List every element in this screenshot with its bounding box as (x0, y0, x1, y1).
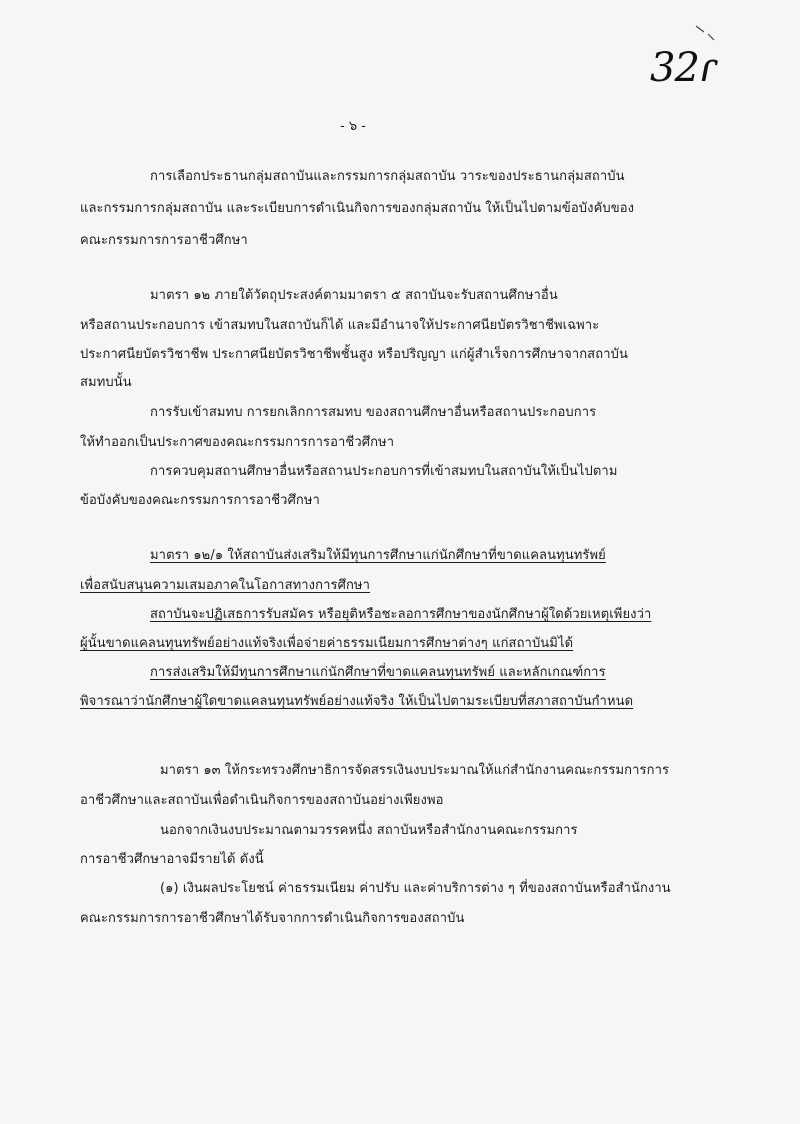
text-line: การควบคุมสถานศึกษาอื่นหรือสถานประกอบการที่เข้าสมทบในสถาบันให้เป็นไปตาม (150, 464, 618, 479)
text-line: ประกาศนียบัตรวิชาชีพ ประกาศนียบัตรวิชาชีพชั้นสูง หรือปริญญา แก่ผู้สำเร็จการศึกษาจากสถาบัน (80, 347, 628, 362)
text-line: (๑) เงินผลประโยชน์ ค่าธรรมเนียม ค่าปรับ และค่าบริการต่าง ๆ ที่ของสถาบันหรือสำนักงาน (160, 881, 671, 896)
text-line: พิจารณาว่านักศึกษาผู้ใดขาดแคลนทุนทรัพย์อย่างแท้จริง ให้เป็นไปตามระเบียบที่สภาสถาบันกำหนด (80, 694, 634, 709)
section-12-heading: มาตรา ๑๒ ภายใต้วัตถุประสงค์ตามมาตรา ๕ สถาบันจะรับสถานศึกษาอื่น (150, 288, 558, 303)
text-line: ให้ทำออกเป็นประกาศของคณะกรรมการการอาชีวศึกษา (80, 435, 395, 450)
text-line: หรือสถานประกอบการ เข้าสมทบในสถาบันก็ได้ และมีอำนาจให้ประกาศนียบัตรวิชาชีพเฉพาะ (80, 318, 600, 333)
text-line: อาชีวศึกษาและสถาบันเพื่อดำเนินกิจการของสถาบันอย่างเพียงพอ (80, 793, 444, 808)
text-line: ผู้นั้นขาดแคลนทุนทรัพย์อย่างแท้จริงเพื่อจ่ายค่าธรรมเนียมการศึกษาต่างๆ แก่สถาบันมิได้ (80, 636, 574, 651)
text-line: การอาชีวศึกษาอาจมีรายได้ ดังนี้ (80, 852, 264, 867)
text-line: การส่งเสริมให้มีทุนการศึกษาแก่นักศึกษาที่ขาดแคลนทุนทรัพย์ และหลักเกณฑ์การ (150, 665, 606, 680)
text-line: คณะกรรมการการอาชีวศึกษา (80, 233, 248, 248)
section-13-heading: มาตรา ๑๓ ให้กระทรวงศึกษาธิการจัดสรรเงินงบประมาณให้แก่สำนักงานคณะกรรมการการ (160, 763, 670, 778)
text-line: ข้อบังคับของคณะกรรมการการอาชีวศึกษา (80, 493, 320, 508)
text-line: และกรรมการกลุ่มสถาบัน และระเบียบการดำเนินกิจการของกลุ่มสถาบัน ให้เป็นไปตามข้อบังคับของ (80, 201, 635, 216)
text-line: สมทบนั้น (80, 375, 132, 390)
text-line: สถาบันจะปฏิเสธการรับสมัคร หรือยุติหรือชะลอการศึกษาของนักศึกษาผู้ใดด้วยเหตุเพียงว่า (150, 607, 652, 622)
text-line: การเลือกประธานกลุ่มสถาบันและกรรมการกลุ่มสถาบัน วาระของประธานกลุ่มสถาบัน (150, 169, 625, 184)
page-number: - ๖ - (340, 119, 366, 134)
text-line: คณะกรรมการการอาชีวศึกษาได้รับจากการดำเนินกิจการของสถาบัน (80, 911, 465, 926)
text-line: เพื่อสนับสนุนความเสมอภาคในโอกาสทางการศึกษา (80, 578, 370, 593)
handwritten-page-number: 32ɾ (650, 45, 717, 91)
text-line: นอกจากเงินงบประมาณตามวรรคหนึ่ง สถาบันหรือสำนักงานคณะกรรมการ (160, 823, 578, 838)
section-12-1-heading: มาตรา ๑๒/๑ ให้สถาบันส่งเสริมให้มีทุนการศึกษาแก่นักศึกษาที่ขาดแคลนทุนทรัพย์ (150, 548, 606, 563)
text-line: การรับเข้าสมทบ การยกเลิกการสมทบ ของสถานศึกษาอื่นหรือสถานประกอบการ (150, 405, 597, 420)
